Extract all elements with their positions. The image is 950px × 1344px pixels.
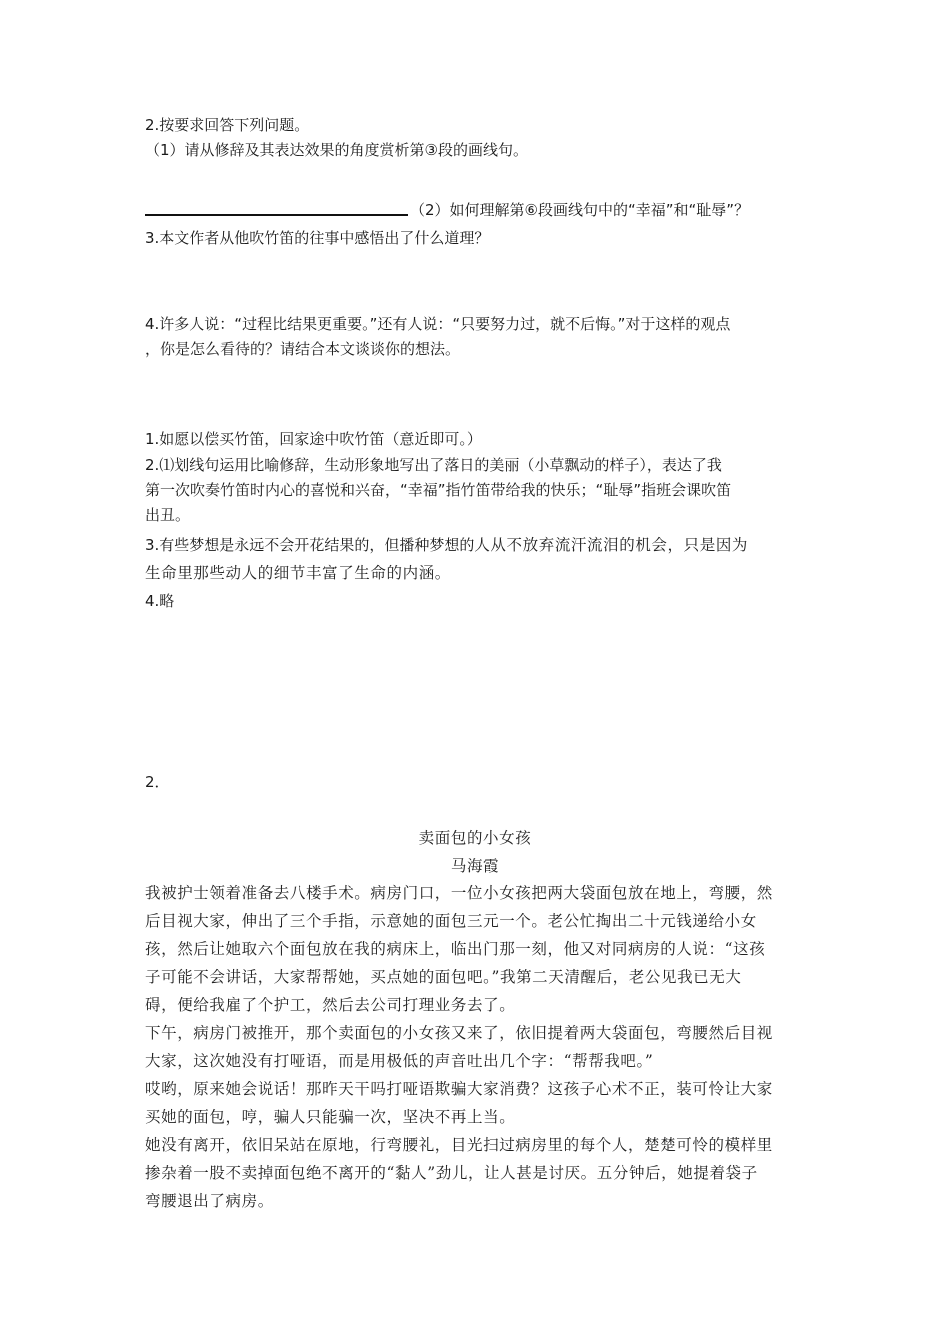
answer-2-line-3: 出丑。 — [145, 506, 191, 524]
answer-3-line-1 — [145, 534, 748, 556]
article-line: 弯腰退出了病房。 — [145, 1192, 274, 1210]
section-2-number: 2． — [145, 773, 170, 791]
article-line: 买她的面包，哼，骗人只能骗一次，坚决不再上当。 — [145, 1108, 516, 1126]
article-title: 卖面包的小女孩 — [418, 829, 532, 847]
question-3: 3.本文作者从他吹竹笛的往事中感悟出了什么道理？ — [145, 229, 490, 247]
article-line: 孩，然后让她取六个面包放在我的病床上，临出门那一刻，他又对同病房的人说：“这孩 — [145, 940, 766, 958]
answer-2-line-1: 2.⑴划线句运用比喻修辞，生动形象地写出了落日的美丽（小草飘动的样子），表达了我 — [145, 456, 722, 474]
question-2-part-2: （2）如何理解第⑥段画线句中的“幸福”和“耻辱”？ — [410, 201, 750, 219]
article-line: 她没有离开，依旧呆站在原地，行弯腰礼，目光扫过病房里的每个人，楚楚可怜的模样里 — [145, 1136, 773, 1154]
question-4-line-1: 4.许多人说：“过程比结果更重要。”还有人说：“只要努力过，就不后悔。”对于这样的观点 — [145, 315, 731, 333]
article-author: 马海霞 — [450, 857, 500, 875]
answer-4: 4.略 — [145, 592, 175, 610]
question-2-part-1: （1）请从修辞及其表达效果的角度赏析第③段的画线句。 — [145, 141, 528, 159]
answer-1: 1.如愿以偿买竹笛，回家途中吹竹笛（意近即可。） — [145, 430, 482, 448]
article-line: 哎哟，原来她会说话！那昨天干吗打哑语欺骗大家消费？这孩子心术不正，装可怜让大家 — [145, 1080, 773, 1098]
answer-3-line-1-part-b: 人从不放弃流汗流泪的机会，只是因为 — [474, 536, 749, 554]
article-line: 子可能不会讲话，大家帮帮她，买点她的面包吧。”我第二天清醒后，老公见我已无大 — [145, 968, 742, 986]
article-line: 我被护士领着准备去八楼手术。病房门口，一位小女孩把两大袋面包放在地上，弯腰，然 — [145, 884, 773, 902]
article-line: 大家，这次她没有打哑语，而是用极低的声音吐出几个字：“帮帮我吧。” — [145, 1052, 654, 1070]
article-line: 后目视大家，伸出了三个手指，示意她的面包三元一个。老公忙掏出二十元钱递给小女 — [145, 912, 757, 930]
answer-2-line-2: 第一次吹奏竹笛时内心的喜悦和兴奋，“幸福”指竹笛带给我的快乐；“耻辱”指班会课吹笛 — [145, 481, 732, 499]
question-4-line-2: ，你是怎么看待的？请结合本文谈谈你的想法。 — [145, 340, 461, 358]
article-line: 碍，便给我雇了个护工，然后去公司打理业务去了。 — [145, 996, 516, 1014]
article-line: 下午，病房门被推开，那个卖面包的小女孩又来了，依旧提着两大袋面包，弯腰然后目视 — [145, 1024, 773, 1042]
answer-blank-line — [145, 214, 408, 216]
answer-3-line-1-part-a: 3.有些梦想是永远不会开花结果的，但播种梦想的 — [145, 536, 475, 554]
question-2-title: 2.按要求回答下列问题。 — [145, 116, 310, 134]
answer-3-line-2: 生命里那些动人的细节丰富了生命的内涵。 — [145, 564, 451, 582]
article-line: 掺杂着一股不卖掉面包绝不离开的“黏人”劲儿，让人甚是讨厌。五分钟后，她提着袋子 — [145, 1164, 758, 1182]
